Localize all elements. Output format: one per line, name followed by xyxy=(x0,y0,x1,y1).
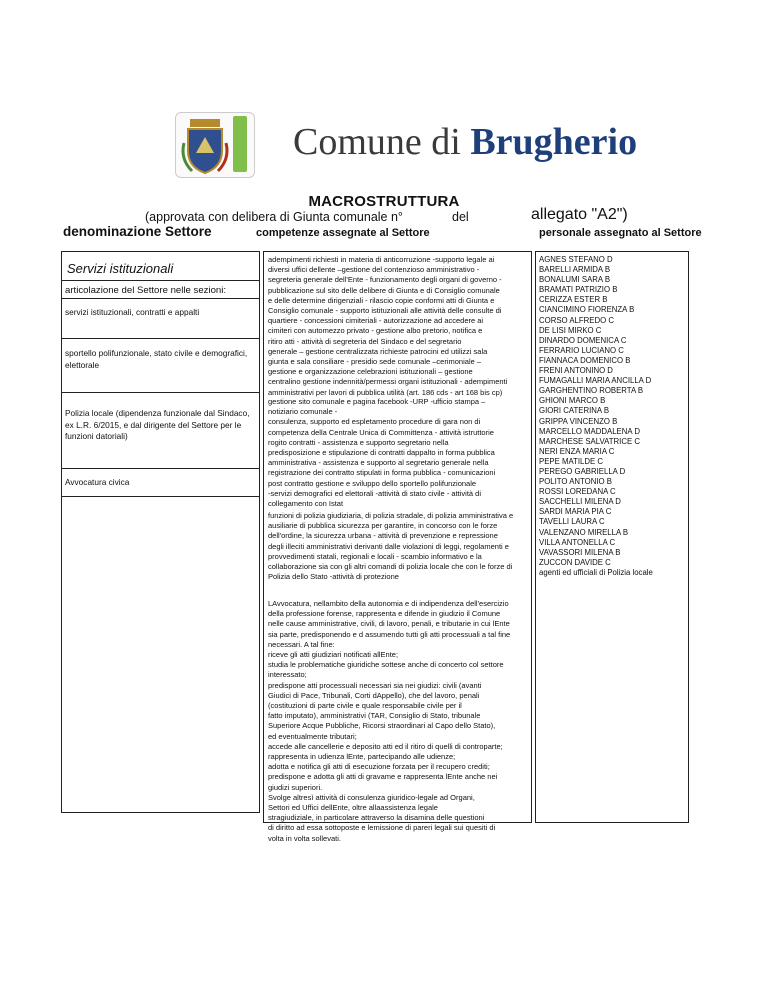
sezione-item: servizi istituzionali, contratti e appalti xyxy=(65,307,200,317)
personale-item: VALENZANO MIRELLA B xyxy=(539,527,629,537)
divider xyxy=(62,392,259,393)
document-title: MACROSTRUTTURA xyxy=(308,193,460,210)
comune-logo xyxy=(175,112,638,176)
personale-item: DINARDO DOMENICA C xyxy=(539,335,627,345)
articolazione-label: articolazione del Settore nelle sezioni: xyxy=(65,285,227,296)
personale-column xyxy=(535,251,689,823)
divider xyxy=(62,298,259,299)
personale-item: FIANNACA DOMENICO B xyxy=(539,355,631,365)
divider xyxy=(62,338,259,339)
divider xyxy=(62,280,259,281)
sezione-item: sportello polifunzionale, stato civile e demografici, elettorale xyxy=(65,348,248,370)
personale-item: VILLA ANTONELLA C xyxy=(539,537,616,547)
divider xyxy=(62,468,259,469)
personale-list xyxy=(539,255,653,578)
header-personale: personale assegnato al Settore xyxy=(539,227,702,239)
header-settore: denominazione Settore xyxy=(63,224,212,239)
sezione-item: Avvocatura civica xyxy=(65,477,130,487)
personale-item: SACCHELLI MILENA D xyxy=(539,497,621,507)
approval-note: (approvata con delibera di Giunta comunale n° xyxy=(145,210,403,224)
personale-item: CERIZZA ESTER B xyxy=(539,295,608,305)
personale-item: DE LISI MIRKO C xyxy=(539,325,602,335)
personale-item: VAVASSORI MILENA B xyxy=(539,547,621,557)
personale-item: SARDI MARIA PIA C xyxy=(539,507,612,517)
personale-item: NERI ENZA MARIA C xyxy=(539,446,615,456)
competenze-paragraph: funzioni di polizia giudiziaria, di polizia stradale, di polizia amministrativa e ausiliarie di pubblica sicurezza per garantire, in concorso con le forze dell'ordine, la sicurezza urbana - attività di prevenzione e repressione degli illeciti amministrativi derivanti dalle violazioni di leggi, regolamenti e provvedimenti statali, regionali e locali - scambio informativo e la collaborazione sia con gli altri comandi di polizia locale che con le forze di Polizia dello Stato -attività di protezione xyxy=(268,511,514,582)
settore-column xyxy=(61,251,260,813)
personale-item: GARGHENTINO ROBERTA B xyxy=(539,386,644,396)
competenze-paragraph: adempimenti richiesti in materia di anticorruzione -supporto legale ai diversi uffici dellente –gestione del contenzioso amministrativo - segreteria generale dell'Ente - funzionamento degli organi di governo - pubblicazione sul sito delle delibere di Giunta e di Consiglio comunale e delle determine dirigenziali - rilascio copie conformi atti di Giunta e Consiglio comunale - supporto istituzionali alle attività delle consulte di quartiere - concessioni cimiteriali - autorizzazione ad accedere ai cimiteri con automezzo privato - gestione albo pretorio, notifica e ritiro atti - attività di segreteria del Sindaco e del segretario generale – gestione centralizzata richieste patrocini ed utilizzi sala giunta e sala consiliare - presidio sede comunale –cerimoniale – gestione e organizzazione celebrazioni istituzionali – gestione centralino gestione indennità/permessi organi istituzionali - adempimenti amministrativi per lavori di pubblica utilità (art. 186 cds - art 168 bis cp) xyxy=(268,255,508,397)
personale-item: CORSO ALFREDO C xyxy=(539,315,614,325)
personale-item: FERRARIO LUCIANO C xyxy=(539,345,624,355)
personale-item: TAVELLI LAURA C xyxy=(539,517,605,527)
personale-item: GIORI CATERINA B xyxy=(539,406,610,416)
header-competenze: competenze assegnate al Settore xyxy=(256,227,430,239)
sezione-item: Polizia locale (dipendenza funzionale dal Sindaco, ex L.R. 6/2015, e dal dirigente del Settore per le funzioni datoriali) xyxy=(65,408,250,441)
personale-item: BONALUMI SARA B xyxy=(539,275,611,285)
personale-item: PEREGO GABRIELLA D xyxy=(539,466,626,476)
personale-item: FUMAGALLI MARIA ANCILLA D xyxy=(539,376,652,386)
logo-wordmark: Comune di Brugherio xyxy=(293,121,638,163)
approval-note-del: del xyxy=(452,210,469,224)
personale-item: FRENI ANTONINO D xyxy=(539,366,613,376)
logo-green-bar xyxy=(233,116,247,172)
competenze-paragraph: gestione sito comunale e pagina facebook -URP -ufficio stampa – notiziario comunale - consulenza, supporto ed espletamento procedure di gara non di competenza della Centrale Unica di Committenza - attività istruttorie rogito contratti - assistenza e supporto segretario nella predisposizione e stipulazione di contratti dappalto in forma pubblica amministrativa - assistenza e supporto al segretario generale nella registrazione dei contratto stipulati in forma pubblica - comunicazioni post contratto gestione e sviluppo dello sportello polifunzionale -servizi demografici ed elettorali -attività di stato civile - attività di collegamento con Istat xyxy=(268,397,496,509)
personale-item: MARCHESE SALVATRICE C xyxy=(539,436,640,446)
personale-item: GHIONI MARCO B xyxy=(539,396,606,406)
personale-item: BARELLI ARMIDA B xyxy=(539,265,611,275)
personale-item: CIANCIMINO FIORENZA B xyxy=(539,305,635,315)
competenze-column xyxy=(263,251,532,843)
settore-name: Servizi istituzionali xyxy=(67,261,174,276)
personale-item: BRAMATI PATRIZIO B xyxy=(539,285,618,295)
personale-item: POLITO ANTONIO B xyxy=(539,477,612,487)
personale-item: AGNES STEFANO D xyxy=(539,255,613,264)
personale-item: GRIPPA VINCENZO B xyxy=(539,416,618,426)
competenze-paragraph: LAvvocatura, nellambito della autonomia e di indipendenza dell'esercizio della professione forense, rappresenta e difende in giudizio il Comune nelle cause amministrative, civili, di lavoro, penali, e tributarie in cui lEnte sia parte, predisponendo e d assumendo tutti gli atti processuali a tal fine necessari. A tal fine: riceve gli atti giudiziari notificati allEnte; studia le problematiche giuridiche sottese anche di concerto col settore interessato; predispone atti processuali necessari sia nei giudizi: civili (avanti Giudici di Pace, Tribunali, Corti dAppello), che del lavoro, penali (costituzioni di parte civile e quale responsabile civile per il fatto imputato), amministrativi (TAR, Consiglio di Stato, tribunale Superiore Acque Pubbliche, Ricorsi straordinari al Capo dello Stato), ed eventualmente tributari; accede alle cancellerie e deposito atti ed il ritiro di quelli di controparte; rappresenta in udienza lEnte, partecipando alle udienze; adotta e notifica gli atti di esecuzione forzata per il recupero crediti; predispone e adotta gli atti di gravame e rappresenta lEnte anche nei giudizi superiori. Svolge altresì attività di consulenza giuridico-legale ad Organi, Settori ed Uffici dellEnte, oltre allaassistenza legale stragiudiziale, in particolare attraverso la disamina delle questioni di diritto ad essa sottoposte e lemissione di pareri legali sui quesiti di volta in volta sollevati. xyxy=(268,599,511,843)
personale-item: ZUCCON DAVIDE C xyxy=(539,557,611,567)
attachment-label: allegato "A2") xyxy=(531,206,628,223)
divider xyxy=(62,496,259,497)
personale-item: agenti ed ufficiali di Polizia locale xyxy=(539,567,653,577)
personale-item: PEPE MATILDE C xyxy=(539,456,603,466)
personale-item: ROSSI LOREDANA C xyxy=(539,487,616,497)
personale-item: MARCELLO MADDALENA D xyxy=(539,426,640,436)
